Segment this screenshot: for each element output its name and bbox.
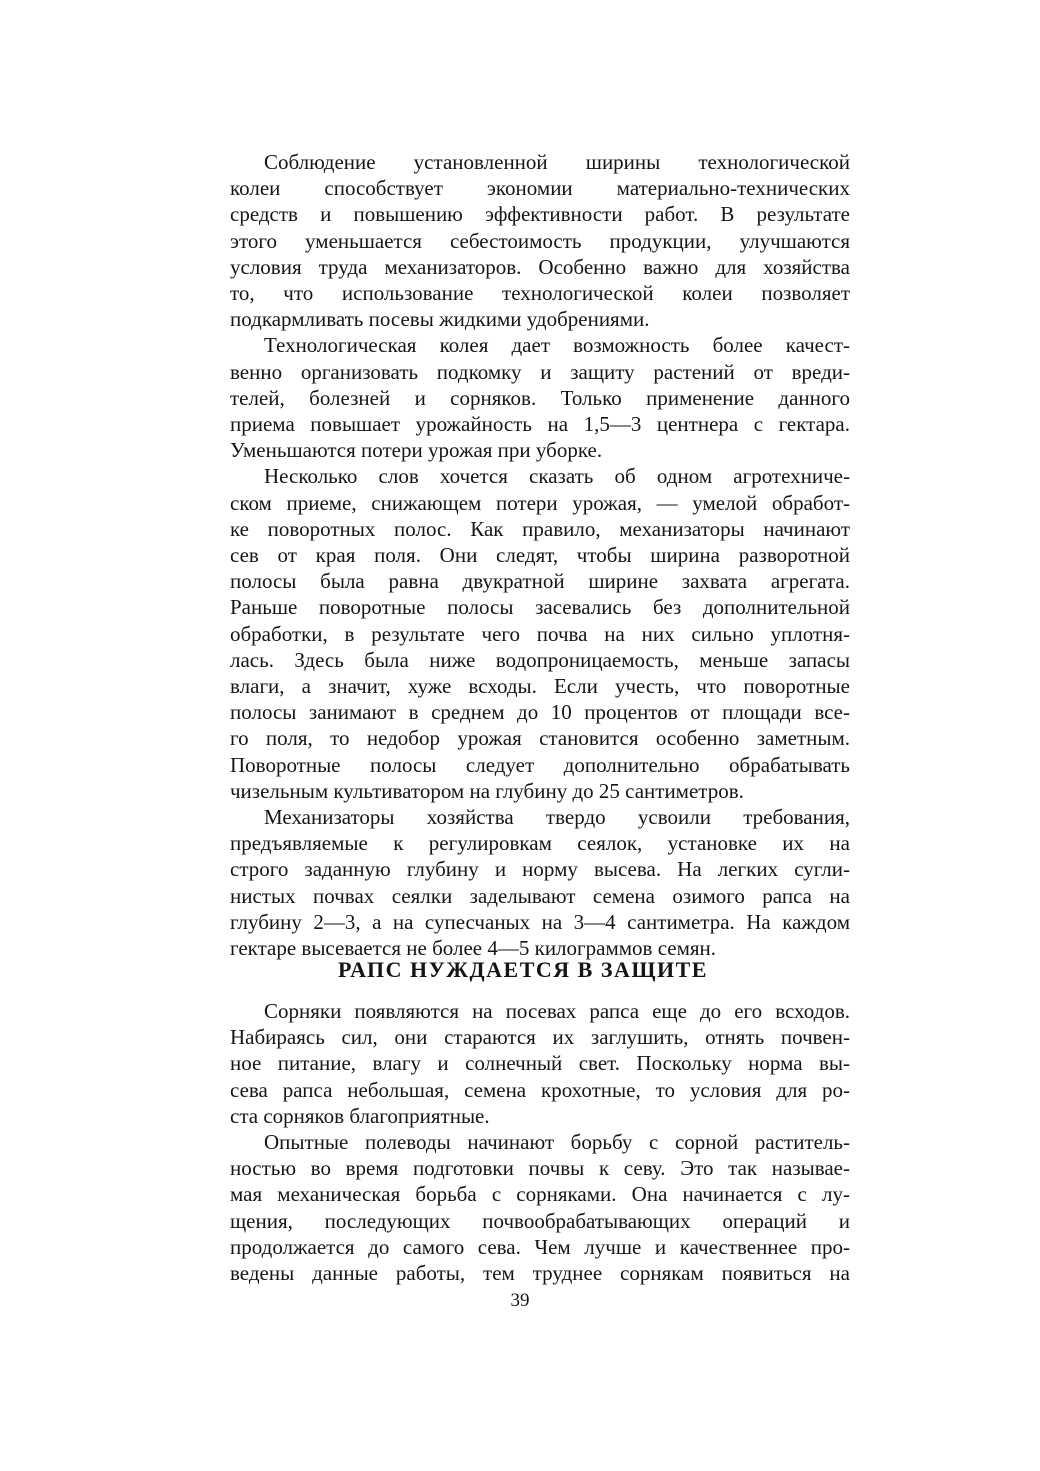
text-line: Технологическая колея дает возможность более качест- bbox=[264, 333, 850, 358]
text-line: подкармливать посевы жидкими удобрениями. bbox=[230, 307, 650, 332]
text-line: Соблюдение установленной ширины технологической bbox=[264, 150, 850, 174]
text-line: сева рапса небольшая, семена крохотные, то условия для ро- bbox=[230, 1077, 850, 1102]
text-line: Сорняки появляются на посевах рапса еще до его всходов. bbox=[264, 999, 850, 1023]
text-line: гектаре высевается не более 4—5 килограммов семян. bbox=[230, 936, 717, 961]
text-line: ное питание, влагу и солнечный свет. Поскольку норма вы- bbox=[230, 1051, 850, 1076]
text-line: го поля, то недобор урожая становится особенно заметным. bbox=[230, 726, 850, 751]
paragraph bbox=[196, 463, 850, 804]
text-line: условия труда механизаторов. Особенно важно для хозяйства bbox=[230, 254, 850, 279]
paragraph bbox=[196, 332, 850, 463]
text-line: средств и повышению эффективности работ. В результате bbox=[230, 202, 850, 227]
text-line: ностью во время подготовки почвы к севу. Это так называе- bbox=[230, 1156, 850, 1181]
page-number: 39 bbox=[510, 1290, 530, 1311]
text-line: то, что использование технологической колеи позволяет bbox=[230, 281, 850, 306]
text-line: строго заданную глубину и норму высева. На легких сугли- bbox=[230, 857, 850, 882]
text-line: глубину 2—3, а на супесчаных на 3—4 сантиметра. На каждом bbox=[230, 909, 850, 934]
paragraph bbox=[196, 1129, 850, 1286]
text-line: полосы была равна двукратной ширине захвата агрегата. bbox=[230, 569, 850, 594]
text-line: Раньше поворотные полосы засевались без дополнительной bbox=[230, 595, 850, 620]
text-line: венно организовать подкомку и защиту растений от вреди- bbox=[230, 359, 850, 384]
text-line: мая механическая борьба с сорняками. Она начинается с лу- bbox=[230, 1182, 850, 1207]
text-line: приема повышает урожайность на 1,5—3 центнера с гектара. bbox=[230, 412, 850, 437]
text-line: ке поворотных полос. Как правило, механизаторы начинают bbox=[230, 516, 850, 541]
paragraph bbox=[196, 804, 850, 961]
text-line: Набираясь сил, они стараются их заглушить, отнять почвен- bbox=[230, 1025, 850, 1050]
text-line: чизельным культиватором на глубину до 25 сантиметров. bbox=[230, 778, 744, 803]
text-line: сев от края поля. Они следят, чтобы ширина разворотной bbox=[230, 543, 850, 568]
text-line: обработки, в результате чего почва на них сильно уплотня- bbox=[230, 621, 850, 646]
text-line: полосы занимают в среднем до 10 процентов от площади все- bbox=[230, 700, 850, 725]
text-line: щения, последующих почвообрабатывающих операций и bbox=[230, 1208, 850, 1233]
body-text-section-2 bbox=[196, 998, 850, 1286]
text-line: этого уменьшается себестоимость продукции, улучшаются bbox=[230, 228, 850, 253]
text-line: нистых почвах сеялки заделывают семена озимого рапса на bbox=[230, 883, 850, 908]
text-line: Несколько слов хочется сказать об одном агротехниче- bbox=[264, 464, 850, 489]
text-line: лась. Здесь была ниже водопроницаемость, меньше запасы bbox=[230, 647, 850, 672]
text-line: телей, болезней и сорняков. Только применение данного bbox=[230, 385, 850, 410]
text-line: Опытные полеводы начинают борьбу с сорной раститель- bbox=[264, 1130, 850, 1155]
section-heading: РАПС НУЖДАЕТСЯ В ЗАЩИТЕ bbox=[338, 957, 708, 982]
text-line: ста сорняков благоприятные. bbox=[230, 1103, 490, 1128]
text-line: Поворотные полосы следует дополнительно обрабатывать bbox=[230, 752, 850, 777]
text-line: Уменьшаются потери урожая при уборке. bbox=[230, 438, 603, 463]
text-line: ском приеме, снижающем потери урожая, — умелой обработ- bbox=[230, 490, 850, 515]
text-line: продолжается до самого сева. Чем лучше и качественнее про- bbox=[230, 1234, 850, 1259]
paragraph bbox=[196, 149, 850, 332]
text-line: влаги, а значит, хуже всходы. Если учесть, что поворотные bbox=[230, 674, 850, 699]
text-line: колеи способствует экономии материально-технических bbox=[230, 176, 850, 201]
paragraph bbox=[196, 998, 850, 1129]
text-line: ведены данные работы, тем труднее сорнякам появиться на bbox=[230, 1261, 850, 1286]
body-text-section-1 bbox=[196, 149, 850, 961]
text-line: предъявляемые к регулировкам сеялок, установке их на bbox=[230, 831, 850, 856]
text-line: Механизаторы хозяйства твердо усвоили требования, bbox=[264, 805, 850, 830]
